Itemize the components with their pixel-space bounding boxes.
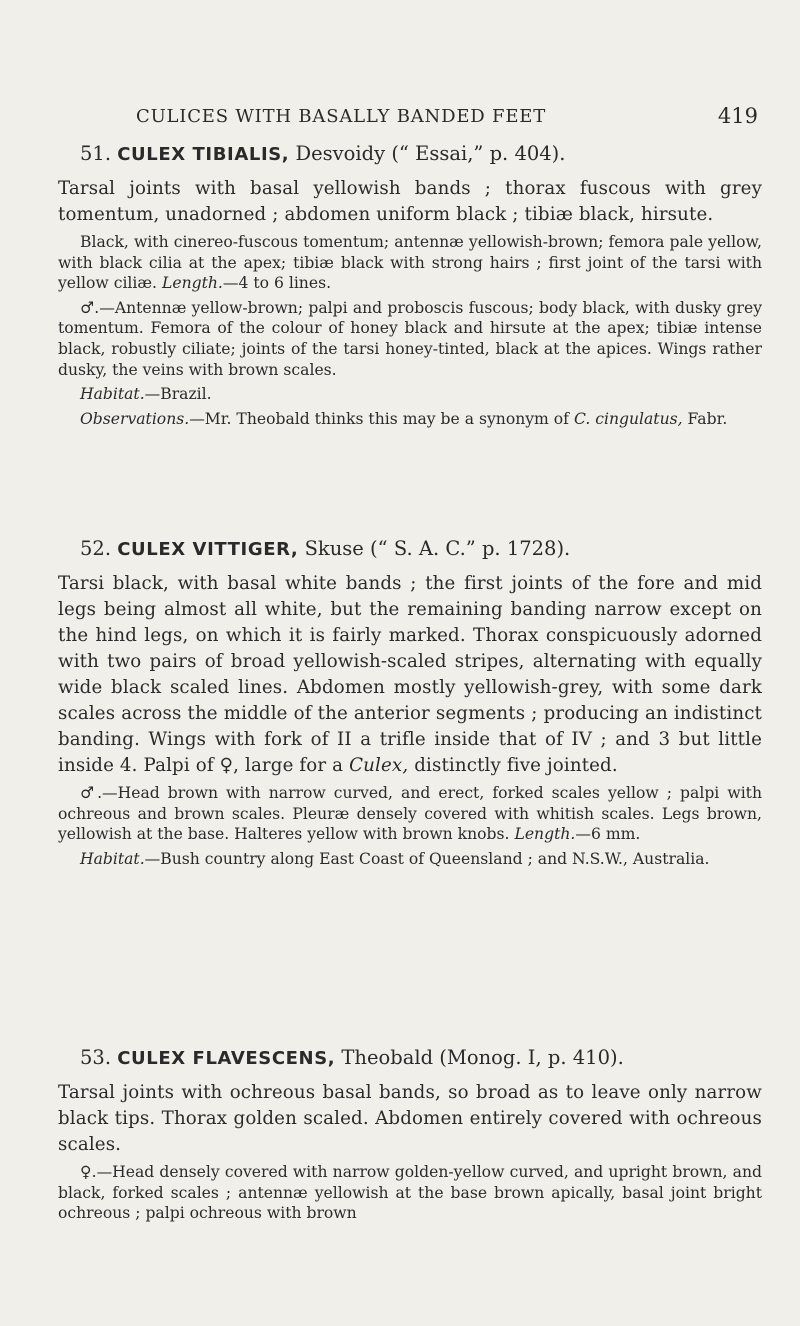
length-value: —6 mm. (575, 825, 641, 844)
species-51-number: 51. (80, 142, 112, 165)
male-symbol: ♂ (80, 784, 98, 802)
species-51-name: CULEX TIBIALIS, (117, 144, 290, 165)
species-51-male-description (58, 298, 762, 380)
species-53-reference: Theobald (Monog. I, p. 410). (341, 1046, 624, 1069)
page-number: 419 (717, 104, 758, 128)
species-53-female-description (58, 1162, 762, 1224)
length-value: —4 to 6 lines. (222, 274, 332, 293)
species-51-habitat (58, 384, 762, 405)
male-symbol: ♂ (80, 298, 95, 317)
synonym-name: C. cingulatus, (573, 409, 683, 428)
species-51-observations (58, 409, 762, 430)
observations-label: Observations. (80, 409, 190, 428)
species-52-reference: Skuse (“ S. A. C.” p. 1728). (304, 537, 571, 560)
species-53-name: CULEX FLAVESCENS, (117, 1048, 336, 1069)
species-52-diagnosis (58, 571, 762, 779)
species-51-reference: Desvoidy (“ Essai,” p. 404). (295, 142, 566, 165)
species-51-diagnosis: Tarsal joints with basal yellowish bands ; thorax fuscous with grey tomentum, unadorned ; abdomen uniform black ; tibiæ black, hirsute. (58, 178, 762, 225)
habitat-value: —Brazil. (144, 385, 212, 404)
species-52-section (58, 537, 762, 869)
species-52-number: 52. (80, 537, 112, 560)
species-53-section (58, 1046, 762, 1224)
observations-text: —Mr. Theobald thinks this may be a synonym of (189, 409, 569, 428)
length-label: Length. (161, 274, 223, 293)
female-symbol: ♀ (80, 1163, 92, 1181)
diagnosis-text-c: distinctly five jointed. (414, 755, 618, 776)
female-description-text: Black, with cinereo-fuscous tomentum; antennæ yellowish-brown; femora pale yellow, with black cilia at the apex; tibiæ black with strong hairs ; first joint of the tarsi with yellow ciliæ. (58, 233, 762, 293)
species-52-name: CULEX VITTIGER, (117, 539, 299, 560)
habitat-label: Habitat. (80, 849, 145, 868)
species-52-heading (80, 537, 762, 560)
species-51-female-description (58, 232, 762, 294)
genus-name: Culex, (349, 755, 409, 776)
species-51-section (58, 142, 762, 429)
diagnosis-text-b: , large for a (233, 755, 344, 776)
habitat-label: Habitat. (80, 385, 145, 404)
diagnosis-text: Tarsi black, with basal white bands ; the first joints of the fore and mid legs being almost all white, but the remaining banding narrow except on the hind legs, on which it is fairly marked. Thorax conspicuously adorned with two pairs of broad yellowish-scaled stripes, alternating with equally wide black scaled lines. Abdomen mostly yellowish-grey, with some dark scales across the middle of the anterior segments ; producing an indistinct banding. Wings with fork of II a trifle inside that of IV ; and 3 but little inside 4. Palpi of (58, 573, 762, 776)
species-53-heading (80, 1046, 762, 1069)
species-52-habitat (58, 849, 762, 870)
species-52-male-description (58, 783, 762, 845)
synonym-author: Fabr. (687, 409, 728, 428)
male-description-text: .—Head brown with narrow curved, and erect, forked scales yellow ; palpi with ochreous and brown scales. Pleuræ densely covered with whitish scales. Legs brown, yellowish at the base. Halteres yellow with brown knobs. (58, 784, 762, 844)
running-head (136, 106, 758, 136)
running-title: CULICES WITH BASALLY BANDED FEET (136, 106, 546, 127)
length-label: Length. (514, 825, 576, 844)
female-symbol: ♀ (219, 755, 234, 776)
female-description-text: .—Head densely covered with narrow golden-yellow curved, and upright brown, and black, forked scales ; antennæ yellowish at the base brown apically, basal joint bright ochreous ; palpi ochreous with brown (58, 1163, 762, 1223)
species-53-diagnosis: Tarsal joints with ochreous basal bands, so broad as to leave only narrow black tips. Thorax golden scaled. Abdomen entirely covered with ochreous scales. (58, 1082, 762, 1155)
male-description-text: .—Antennæ yellow-brown; palpi and proboscis fuscous; body black, with dusky grey tomentum. Femora of the colour of honey black and hirsute at the apex; tibiæ intense black, robustly ciliate; joints of the tarsi honey-tinted, black at the apices. Wings rather dusky, the veins with brown scales. (58, 298, 763, 379)
habitat-value: —Bush country along East Coast of Queensland ; and N.S.W., Australia. (144, 849, 710, 868)
species-51-heading (80, 142, 762, 165)
species-53-number: 53. (80, 1046, 112, 1069)
